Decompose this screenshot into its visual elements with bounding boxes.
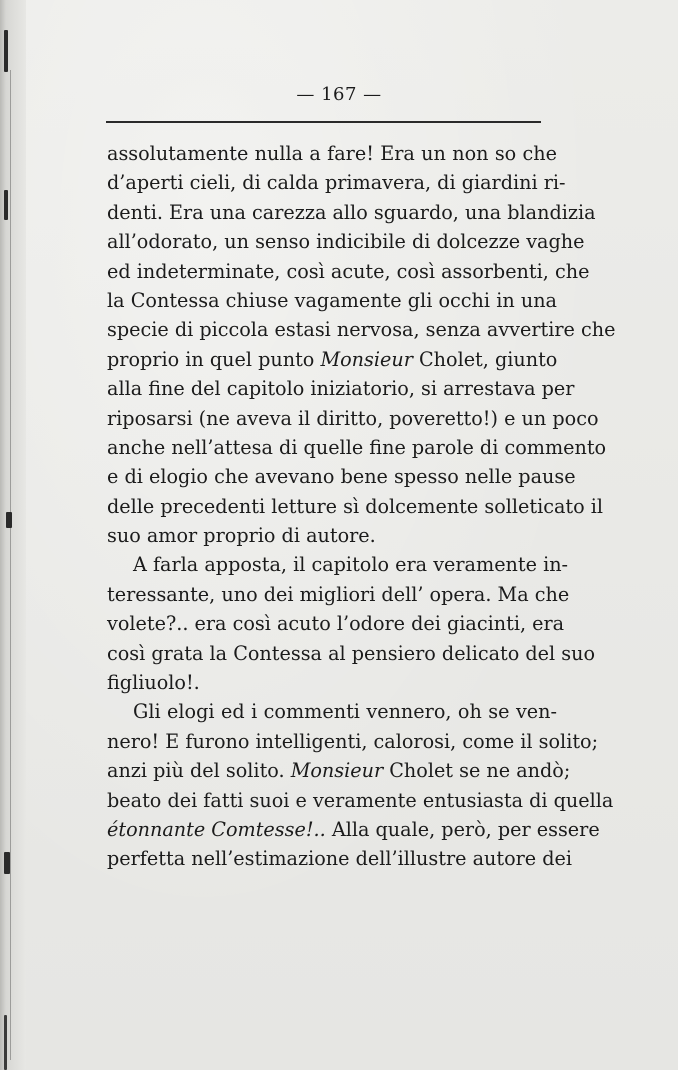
binding-mark <box>6 512 12 528</box>
text-line <box>107 286 557 315</box>
text-segment: alla fine del capitolo iniziatorio, si arrestava per <box>107 377 575 401</box>
text-line <box>107 727 599 756</box>
text-segment: figliuolo!. <box>107 671 200 695</box>
binding-mark <box>4 1015 7 1070</box>
text-line <box>107 550 569 579</box>
text-line <box>107 844 573 873</box>
text-segment: la Contessa chiuse vagamente gli occhi in una <box>107 288 557 312</box>
text-line <box>107 756 571 785</box>
italic-text-segment: Monsieur <box>290 759 384 783</box>
text-line <box>107 404 599 433</box>
text-segment: teressante, uno dei migliori dell’ opera. Ma che <box>107 582 570 606</box>
text-segment: Alla quale, però, per essere <box>325 817 600 841</box>
text-segment: anche nell’attesa di quelle fine parole di commento <box>107 435 607 459</box>
text-segment: Gli elogi ed i commenti vennero, oh se ven- <box>133 700 557 724</box>
text-segment: delle precedenti letture sì dolcemente solleticato il <box>107 494 604 518</box>
text-segment: riposarsi (ne aveva il diritto, poveretto!) e un poco <box>107 406 599 430</box>
body-text <box>107 139 616 874</box>
binding-mark <box>4 30 8 72</box>
text-line <box>107 433 607 462</box>
text-segment: specie di piccola estasi nervosa, senza avvertire che <box>107 318 616 342</box>
text-line <box>107 815 600 844</box>
text-line <box>107 139 557 168</box>
text-line <box>107 668 557 697</box>
text-segment: assolutamente nulla a fare! Era un non so che <box>107 142 557 165</box>
text-line <box>107 786 614 815</box>
text-segment: all’odorato, un senso indicibile di dolcezze vaghe <box>107 230 585 254</box>
text-segment: proprio in quel punto <box>107 347 321 371</box>
text-segment: volete?.. era così acuto l’odore dei giacinti, era <box>107 612 565 636</box>
italic-text-segment: Monsieur <box>320 347 413 371</box>
text-line <box>107 697 557 726</box>
binding-mark <box>4 852 10 874</box>
text-line <box>107 198 596 227</box>
text-line <box>107 580 570 609</box>
page-binding-edge <box>0 0 26 1070</box>
text-segment: Cholet se ne andò; <box>383 759 571 783</box>
page-number: — 167 — <box>296 84 382 105</box>
text-line <box>107 492 604 521</box>
text-segment: A farla apposta, il capitolo era veramente in- <box>133 553 569 577</box>
text-segment: suo amor proprio di autore. <box>107 524 376 548</box>
italic-text-segment: étonnante Comtesse!.. <box>107 817 326 841</box>
text-segment: perfetta nell’estimazione dell’illustre autore dei <box>107 847 573 871</box>
text-line <box>107 609 565 638</box>
text-segment: e di elogio che avevano bene spesso nelle pause <box>107 465 576 489</box>
text-line <box>107 521 557 550</box>
text-line <box>107 168 566 197</box>
text-segment: beato dei fatti suoi e veramente entusiasta di quella <box>107 788 614 812</box>
text-line <box>107 257 590 286</box>
text-line <box>107 462 576 491</box>
text-line <box>107 639 596 668</box>
header-rule <box>106 121 541 123</box>
text-segment: Cholet, giunto <box>412 347 558 371</box>
text-segment: nero! E furono intelligenti, calorosi, come il solito; <box>107 729 599 753</box>
text-line <box>107 374 575 403</box>
text-segment: così grata la Contessa al pensiero delicato del suo <box>107 641 596 665</box>
binding-mark <box>4 190 8 220</box>
text-line <box>107 345 557 374</box>
text-segment: d’aperti cieli, di calda primavera, di giardini ri- <box>107 171 566 195</box>
binding-crease <box>10 70 11 1060</box>
text-line <box>107 227 585 256</box>
text-segment: ed indeterminate, così acute, così assorbenti, che <box>107 259 590 283</box>
text-line <box>107 315 616 344</box>
text-segment: denti. Era una carezza allo sguardo, una blandizia <box>107 200 596 224</box>
text-segment: anzi più del solito. <box>107 759 291 783</box>
